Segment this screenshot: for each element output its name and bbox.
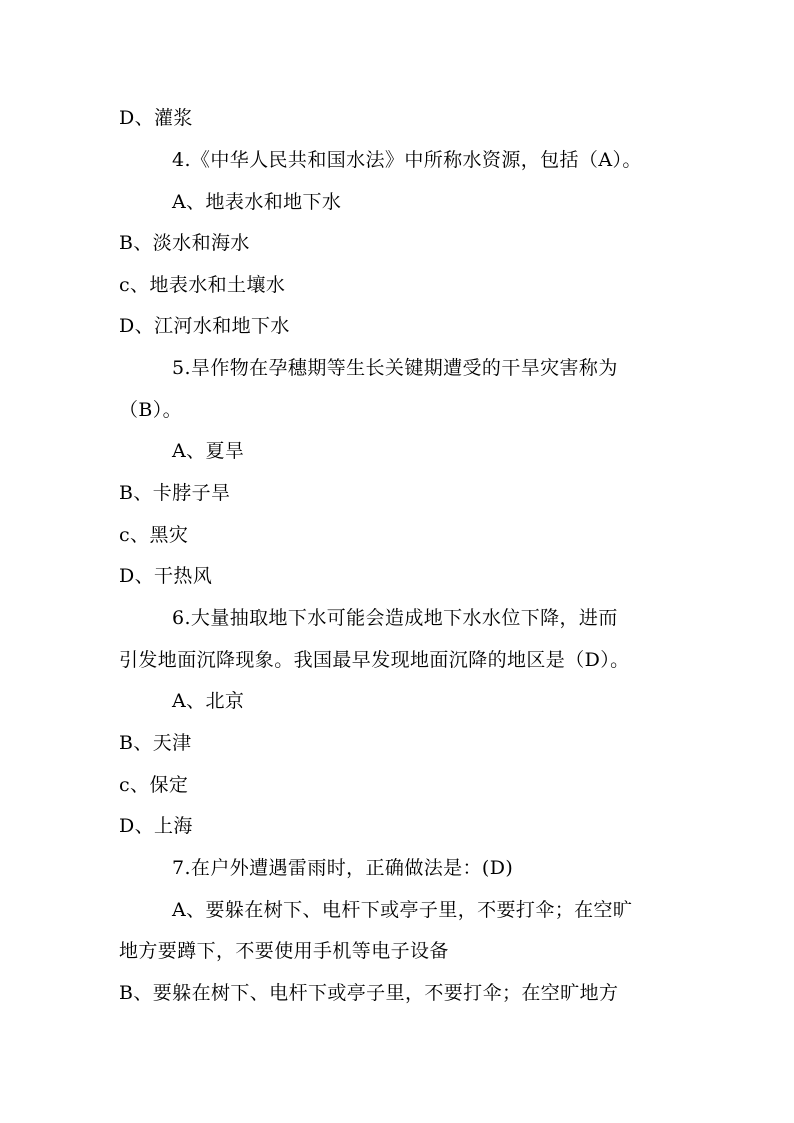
option-q7-a-line-1: A、要躲在树下、电杆下或亭子里，不要打伞；在空旷: [172, 899, 633, 921]
option-q6-c: c、保定: [119, 774, 189, 796]
question-7: 7.在户外遭遇雷雨时，正确做法是：(D): [172, 857, 514, 879]
option-q6-a: A、北京: [172, 690, 245, 712]
option-q3-d: D、灌浆: [119, 107, 193, 129]
option-q7-a-line-2: 地方要蹲下，不要使用手机等电子设备: [119, 940, 449, 962]
question-6-line-1: 6.大量抽取地下水可能会造成地下水水位下降，进而: [172, 607, 618, 629]
option-q5-d: D、干热风: [119, 565, 213, 587]
option-q4-b: B、淡水和海水: [119, 232, 250, 254]
question-5-line-1: 5.旱作物在孕穗期等生长关键期遭受的干旱灾害称为: [172, 357, 618, 379]
option-q4-a: A、地表水和地下水: [172, 191, 342, 213]
option-q6-b: B、天津: [119, 732, 192, 754]
option-q5-c: c、黑灾: [119, 524, 189, 546]
question-4: 4.《中华人民共和国水法》中所称水资源，包括（A）。: [172, 149, 642, 171]
question-5-line-2: （B）。: [119, 399, 183, 421]
question-6-line-2: 引发地面沉降现象。我国最早发现地面沉降的地区是（D）。: [119, 649, 630, 671]
option-q7-b-line-1: B、要躲在树下、电杆下或亭子里，不要打伞；在空旷地方: [119, 982, 619, 1004]
option-q6-d: D、上海: [119, 815, 193, 837]
option-q4-c: c、地表水和土壤水: [119, 274, 286, 296]
option-q4-d: D、江河水和地下水: [119, 315, 290, 337]
option-q5-a: A、夏旱: [172, 440, 245, 462]
option-q5-b: B、卡脖子旱: [119, 482, 231, 504]
